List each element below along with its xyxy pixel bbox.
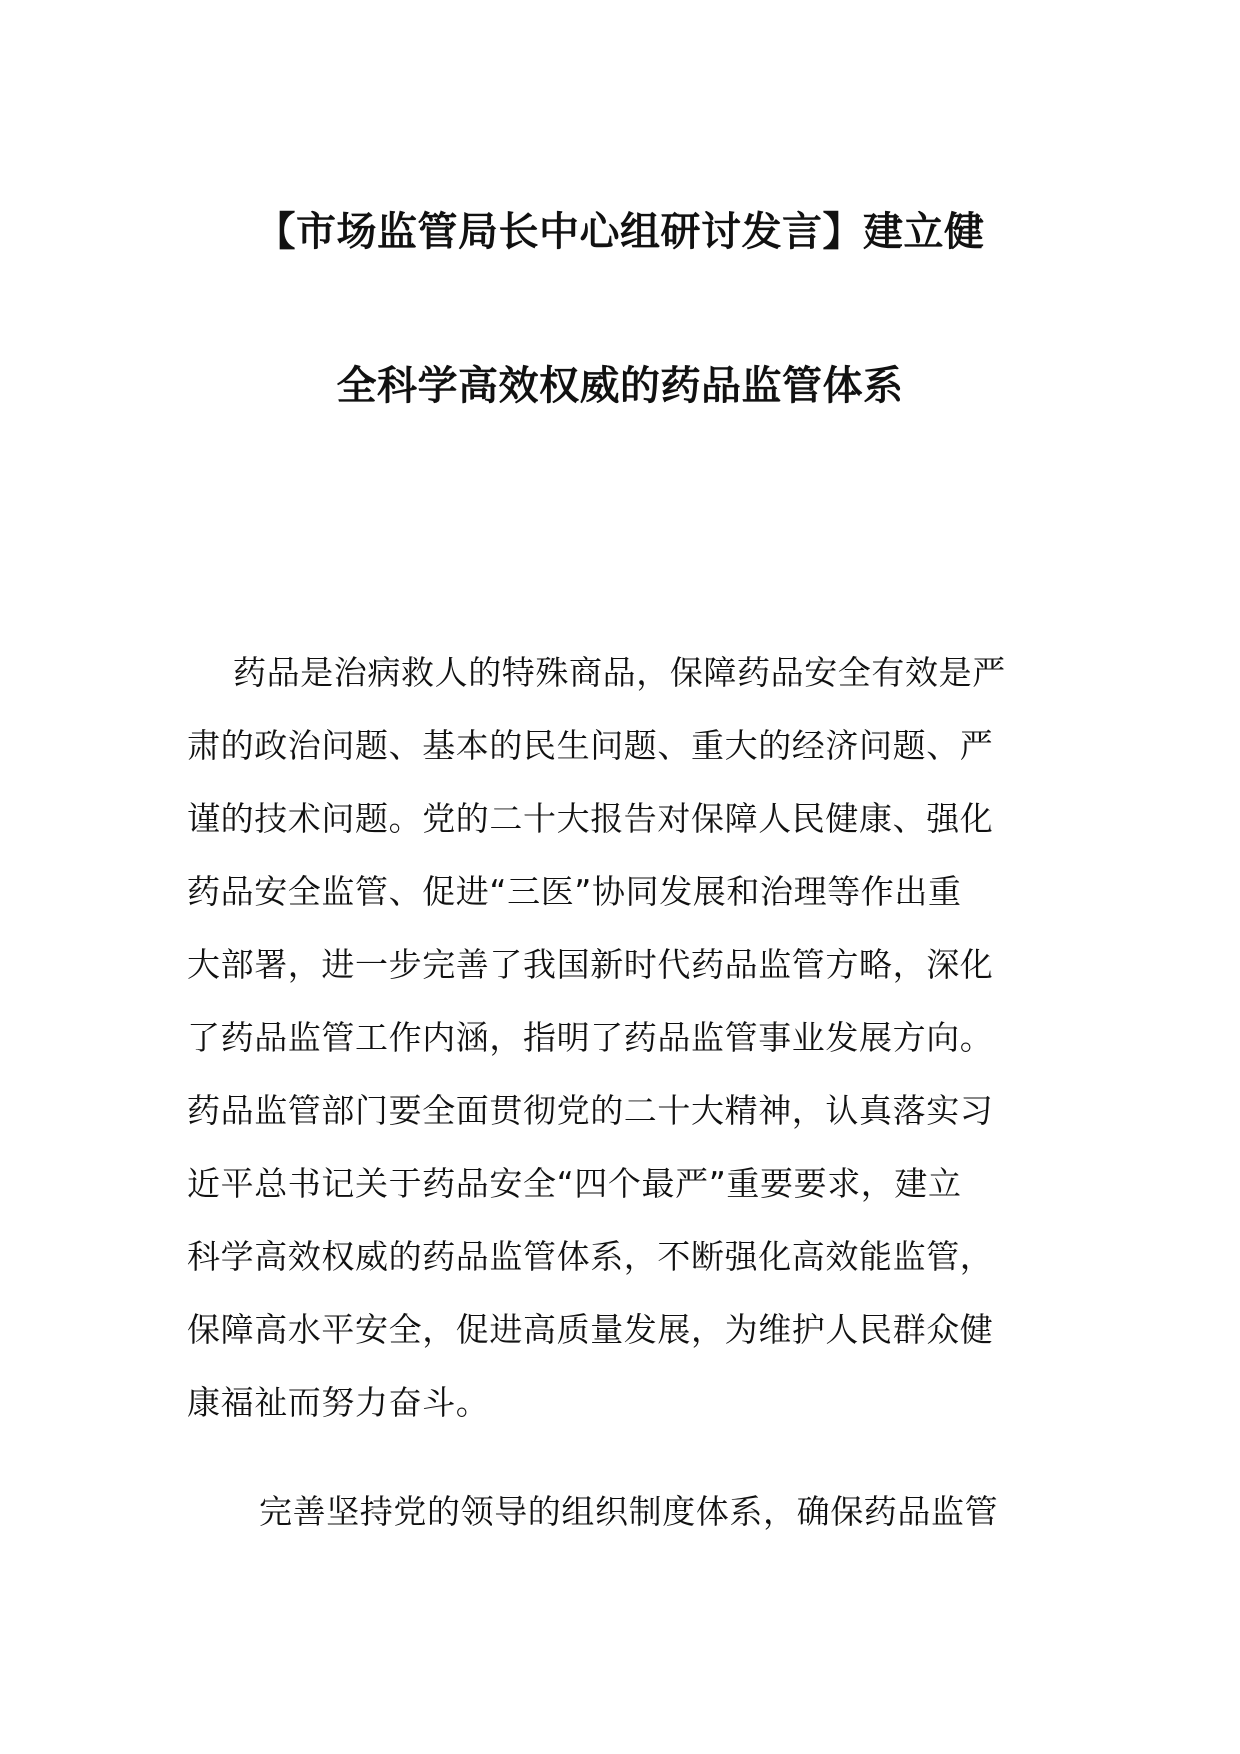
paragraph-line: 肃的政治问题、基本的民生问题、重大的经济问题、严 <box>187 726 994 765</box>
paragraph-line: 保障高水平安全，促进高质量发展，为维护人民群众健 <box>187 1310 994 1349</box>
paragraph-line: 了药品监管工作内涵，指明了药品监管事业发展方向。 <box>187 1018 994 1057</box>
document-title-line-1: 【市场监管局长中心组研讨发言】建立健 <box>255 209 985 255</box>
paragraph-line: 康福祉而努力奋斗。 <box>187 1383 490 1422</box>
paragraph-line: 药品监管部门要全面贯彻党的二十大精神，认真落实习 <box>187 1091 994 1130</box>
paragraph-line: 谨的技术问题。党的二十大报告对保障人民健康、强化 <box>187 799 994 838</box>
paragraph-1 <box>187 636 1057 1439</box>
paragraph-line: 药品安全监管、促进“三医”协同发展和治理等作出重 <box>187 872 962 911</box>
paragraph-line: 药品是治病救人的特殊商品，保障药品安全有效是严 <box>233 653 1006 692</box>
document-title-line-2: 全科学高效权威的药品监管体系 <box>336 363 904 409</box>
paragraph-line: 完善坚持党的领导的组织制度体系，确保药品监管 <box>259 1492 999 1531</box>
paragraph-line: 大部署，进一步完善了我国新时代药品监管方略，深化 <box>187 945 994 984</box>
paragraph-line: 科学高效权威的药品监管体系，不断强化高效能监管， <box>187 1237 994 1276</box>
paragraph-2 <box>187 1475 1057 1548</box>
paragraph-line: 近平总书记关于药品安全“四个最严”重要要求，建立 <box>187 1164 962 1203</box>
